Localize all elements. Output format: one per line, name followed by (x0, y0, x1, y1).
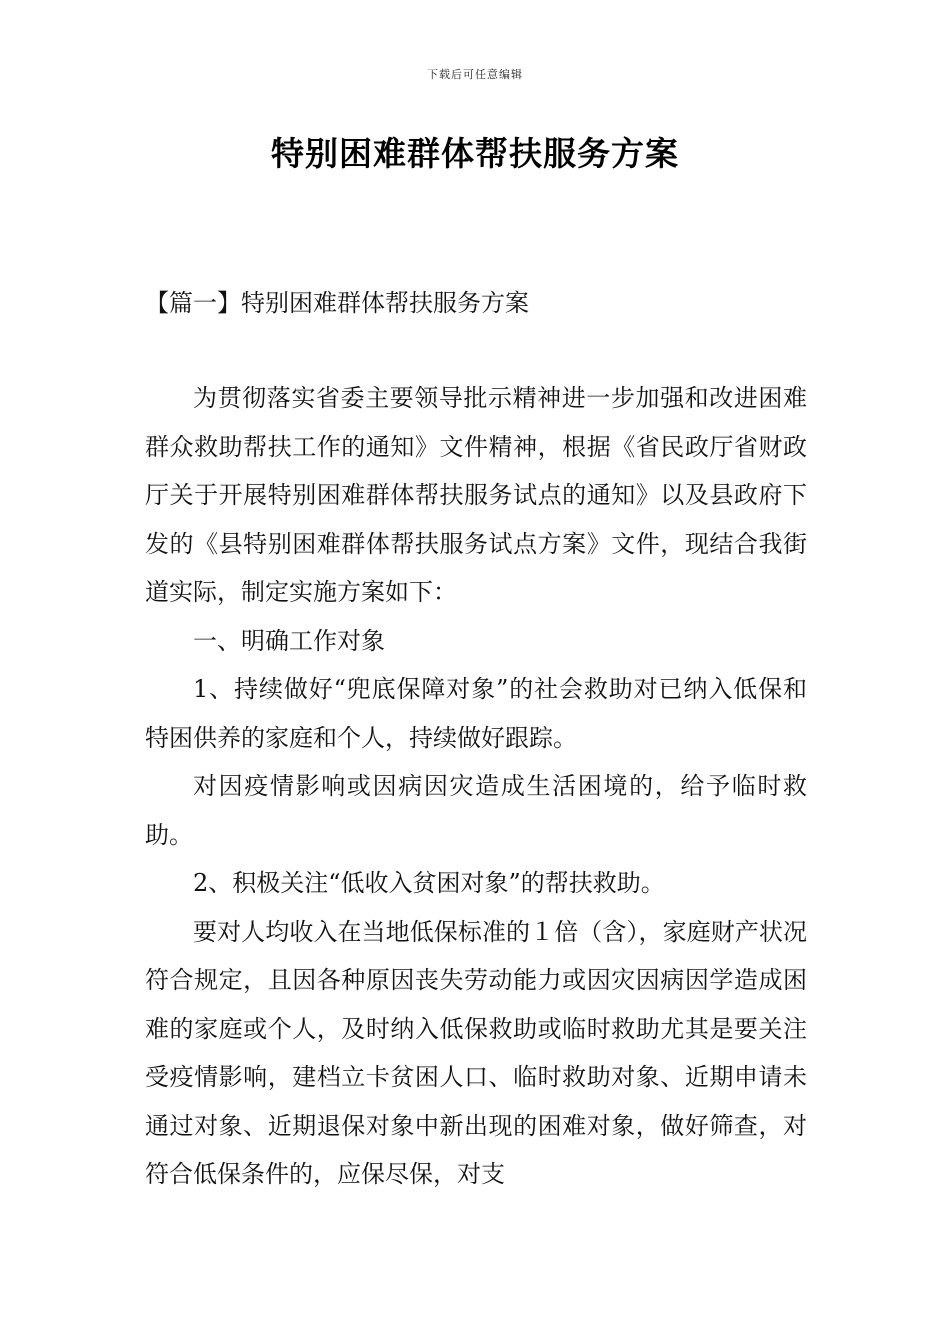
paragraph: 1、持续做好“兜底保障对象”的社会救助对已纳入低保和特困供养的家庭和个人，持续做好跟踪。 (145, 675, 807, 752)
paragraph: 要对人均收入在当地低保标准的１倍（含），家庭财产状况符合规定，且因各种原因丧失劳动能力或因灾因病因学造成困难的家庭或个人，及时纳入低保救助或临时救助尤其是要关注受疫情影响，建档立卡贫困人口、临时救助对象、近期申请未通过对象、近期退保对象中新出现的困难对象，做好筛查，对符合低保条件的，应保尽保，对支 (145, 917, 807, 1188)
paragraph: 一、明确工作对象 (193, 626, 385, 655)
paragraph: 为贯彻落实省委主要领导批示精神进一步加强和改进困难群众救助帮扶工作的通知》文件精神，根据《省民政厅省财政厅关于开展特别困难群体帮扶服务试点的通知》以及县政府下发的《县特别困难群体帮扶服务试点方案》文件，现结合我街道实际，制定实施方案如下： (145, 384, 807, 606)
paragraph: 2、积极关注“低收入贫困对象”的帮扶救助。 (193, 869, 665, 897)
section-heading: 【篇一】特别困难群体帮扶服务方案 (145, 289, 529, 317)
document-title: 特别困难群体帮扶服务方案 (271, 134, 679, 173)
body-text (145, 374, 807, 1199)
paragraph: 对因疫情影响或因病因灾造成生活困境的，给予临时救助。 (145, 772, 807, 849)
header-note: 下载后可任意编辑 (427, 68, 523, 81)
